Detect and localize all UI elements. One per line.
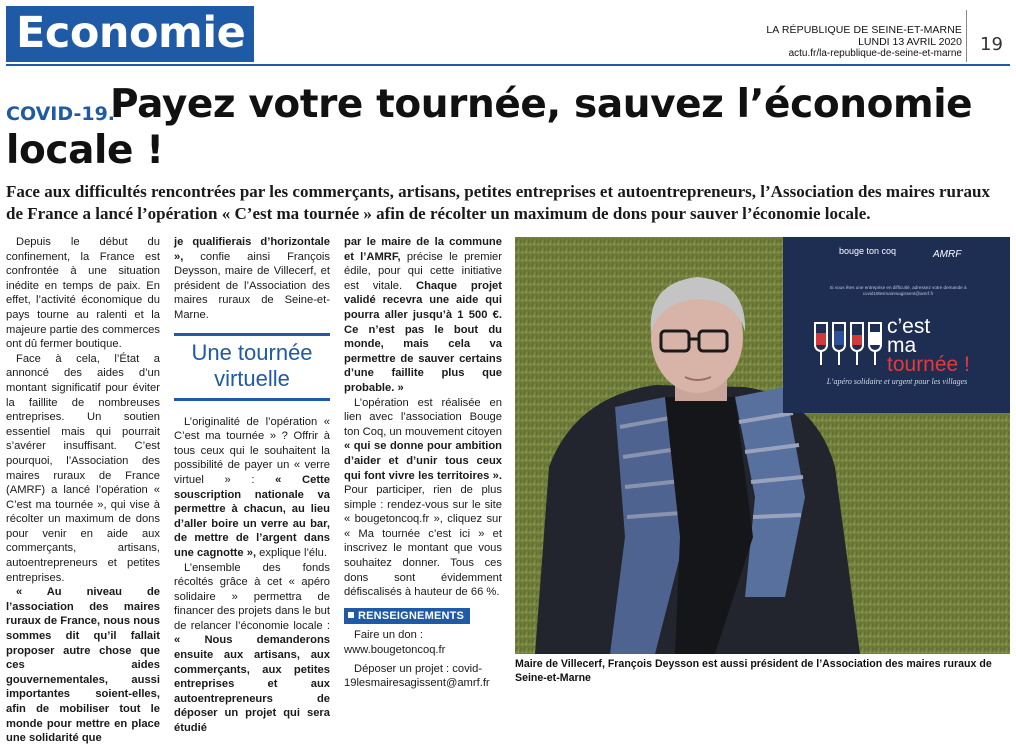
paragraph-text: Pour participer, rien de plus simple : rendez-vous sur le site « bougetoncoq.fr », cliquez sur « Ma tournée c’est ici » et inscrivez le montant que vous souhaitez donner. Tous ces dons sont évidemment défiscalisés à hauteur de 66 %. [344, 484, 502, 599]
quote-text: Chaque projet validé recevra une aide qui pourra aller jusqu’à 1 500 €. Ce n’est pas le bout du monde, mais cela va permettre de sauver certains d’une faillite plus que probable. » [344, 279, 502, 394]
paragraph [174, 235, 330, 323]
poster-title-line: tournée ! [887, 353, 970, 376]
intertitle: Une tournée virtuelle [191, 339, 313, 391]
quote-text: par le maire de la commune et l’AMRF, [344, 236, 502, 263]
lead-paragraph: Face aux difficultés rencontrées par les commerçants, artisans, petites entreprises et autoentrepreneurs, l’Association des maires ruraux de France a lancé l’opération « C’est ma tournée » afin de récolter un maximum de dons pour sauver l’économie locale. [6, 182, 990, 223]
info-project: Déposer un projet : covid-19lesmairesagissent@amrf.fr [344, 662, 490, 690]
kicker: COVID-19. [6, 103, 116, 125]
masthead [766, 24, 962, 60]
info-label-text: RENSEIGNEMENTS [358, 609, 465, 622]
article-column-2 [174, 235, 330, 735]
paragraph-text: L’ensemble des fonds récoltés grâce à cet « apéro solidaire » permettra de financer des projets dans le but de relancer l’économie locale : [174, 561, 330, 632]
paragraph: Depuis le début du confinement, la France est confrontée à une situation inédite en temps de paix. En effet, l’activité économique du pays tourne au ralenti et la majeure partie des commerces ont dû fermer boutique. [6, 236, 160, 351]
poster [783, 237, 1010, 413]
intertitle-box [174, 333, 330, 401]
header-rule [6, 64, 1010, 66]
info-label [344, 608, 470, 625]
article-column-1 [6, 235, 160, 745]
poster-logo-amrf: AMRF [933, 249, 962, 260]
quote-paragraph [6, 585, 160, 746]
paragraph: Face à cela, l’État a annoncé des aides d’un montant significatif pour éviter la faillite de nombreuses entreprises. Un soutien essentiel mais qui pourrait s’avérer insuffisant. C’est pourquoi, l’Association des maires ruraux de France (AMRF) a lancé l’opération « C’est ma tournée », qui vise à récolter un maximum de dons pour venir en aide aux commerçants, artisans, autoentrepreneurs et petites entreprises. [6, 352, 160, 584]
article-column-3 [344, 235, 502, 690]
paragraph [344, 235, 502, 396]
header-divider [966, 10, 967, 62]
paragraph [174, 561, 330, 736]
poster-tagline: L’apéro solidaire et urgent pour les villages [826, 377, 968, 386]
newspaper-url: actu.fr/la-republique-de-seine-et-marne [788, 48, 962, 59]
section-banner [6, 6, 254, 62]
quote-text: « Au niveau de l’association des maires ruraux de France, nous nous sommes dit qu’il fallait proposer autre chose que ces aides gouvernementales, aussi importantes soient-elles, afin de mobiliser tout le monde pour mettre en place une solidarité que [6, 586, 160, 745]
section-title: Economie [16, 8, 246, 58]
poster-title-line: c’est [887, 315, 931, 338]
photo-caption: Maire de Villecerf, François Deysson est aussi président de l’Association des maires ruraux de Seine-et-Marne [515, 658, 992, 684]
quote-text: « qui se donne pour ambition d’aider et d’unir tous ceux qui font vivre les territoires ». [344, 440, 502, 482]
poster-small-text: Si vous êtes une entreprise en difficulté, adressez votre demande à covid19lesmairesagissent@amrf.fr [829, 285, 967, 296]
info-donation: Faire un don : www.bougetoncoq.fr [344, 629, 446, 657]
newspaper-name: LA RÉPUBLIQUE DE SEINE-ET-MARNE [766, 24, 962, 36]
paragraph-text: précise le premier édile, pour qui cette initiative est vitale. [344, 250, 502, 292]
paragraph-text: explique l’élu. [256, 546, 327, 559]
paragraph [174, 415, 330, 561]
quote-text: « Nous demanderons ensuite aux artisans, aux commerçants, aux petites entreprises et aux autoentrepreneurs de déposer un projet qui sera étudié [174, 634, 330, 735]
issue-date: LUNDI 13 AVRIL 2020 [858, 36, 962, 48]
headline: Payez votre tournée, sauvez l’économie locale ! [6, 82, 973, 173]
paragraph-text: L’opération est réalisée en lien avec l’association Bouge ton Coq, un mouvement citoyen [344, 396, 502, 438]
paragraph [344, 396, 502, 600]
paragraph-text: L’originalité de l’opération « C’est ma tournée » ? Offrir à tous ceux qui le souhaitent la possibilité de payer un « verre virtuel » : [174, 415, 330, 486]
page-number: 19 [980, 34, 1003, 55]
paragraph-text: confie ainsi François Deysson, maire de Villecerf, et président de l’Association des maires ruraux de Seine-et-Marne. [174, 250, 330, 321]
quote-text: « Cette souscription nationale va permettre à chacun, au lieu d’aller boire un verre au bar, de mettre de l’argent dans une cagnotte », [174, 473, 330, 559]
quote-text: je qualifierais d’horizontale », [174, 236, 330, 263]
article-photo [515, 237, 1010, 654]
poster-logo-bouge-ton-coq: bouge ton coq [839, 246, 897, 256]
poster-title-line: ma [887, 334, 917, 357]
wine-glasses-icon [811, 319, 889, 369]
square-bullet-icon [348, 612, 354, 618]
poster-title [887, 317, 970, 374]
